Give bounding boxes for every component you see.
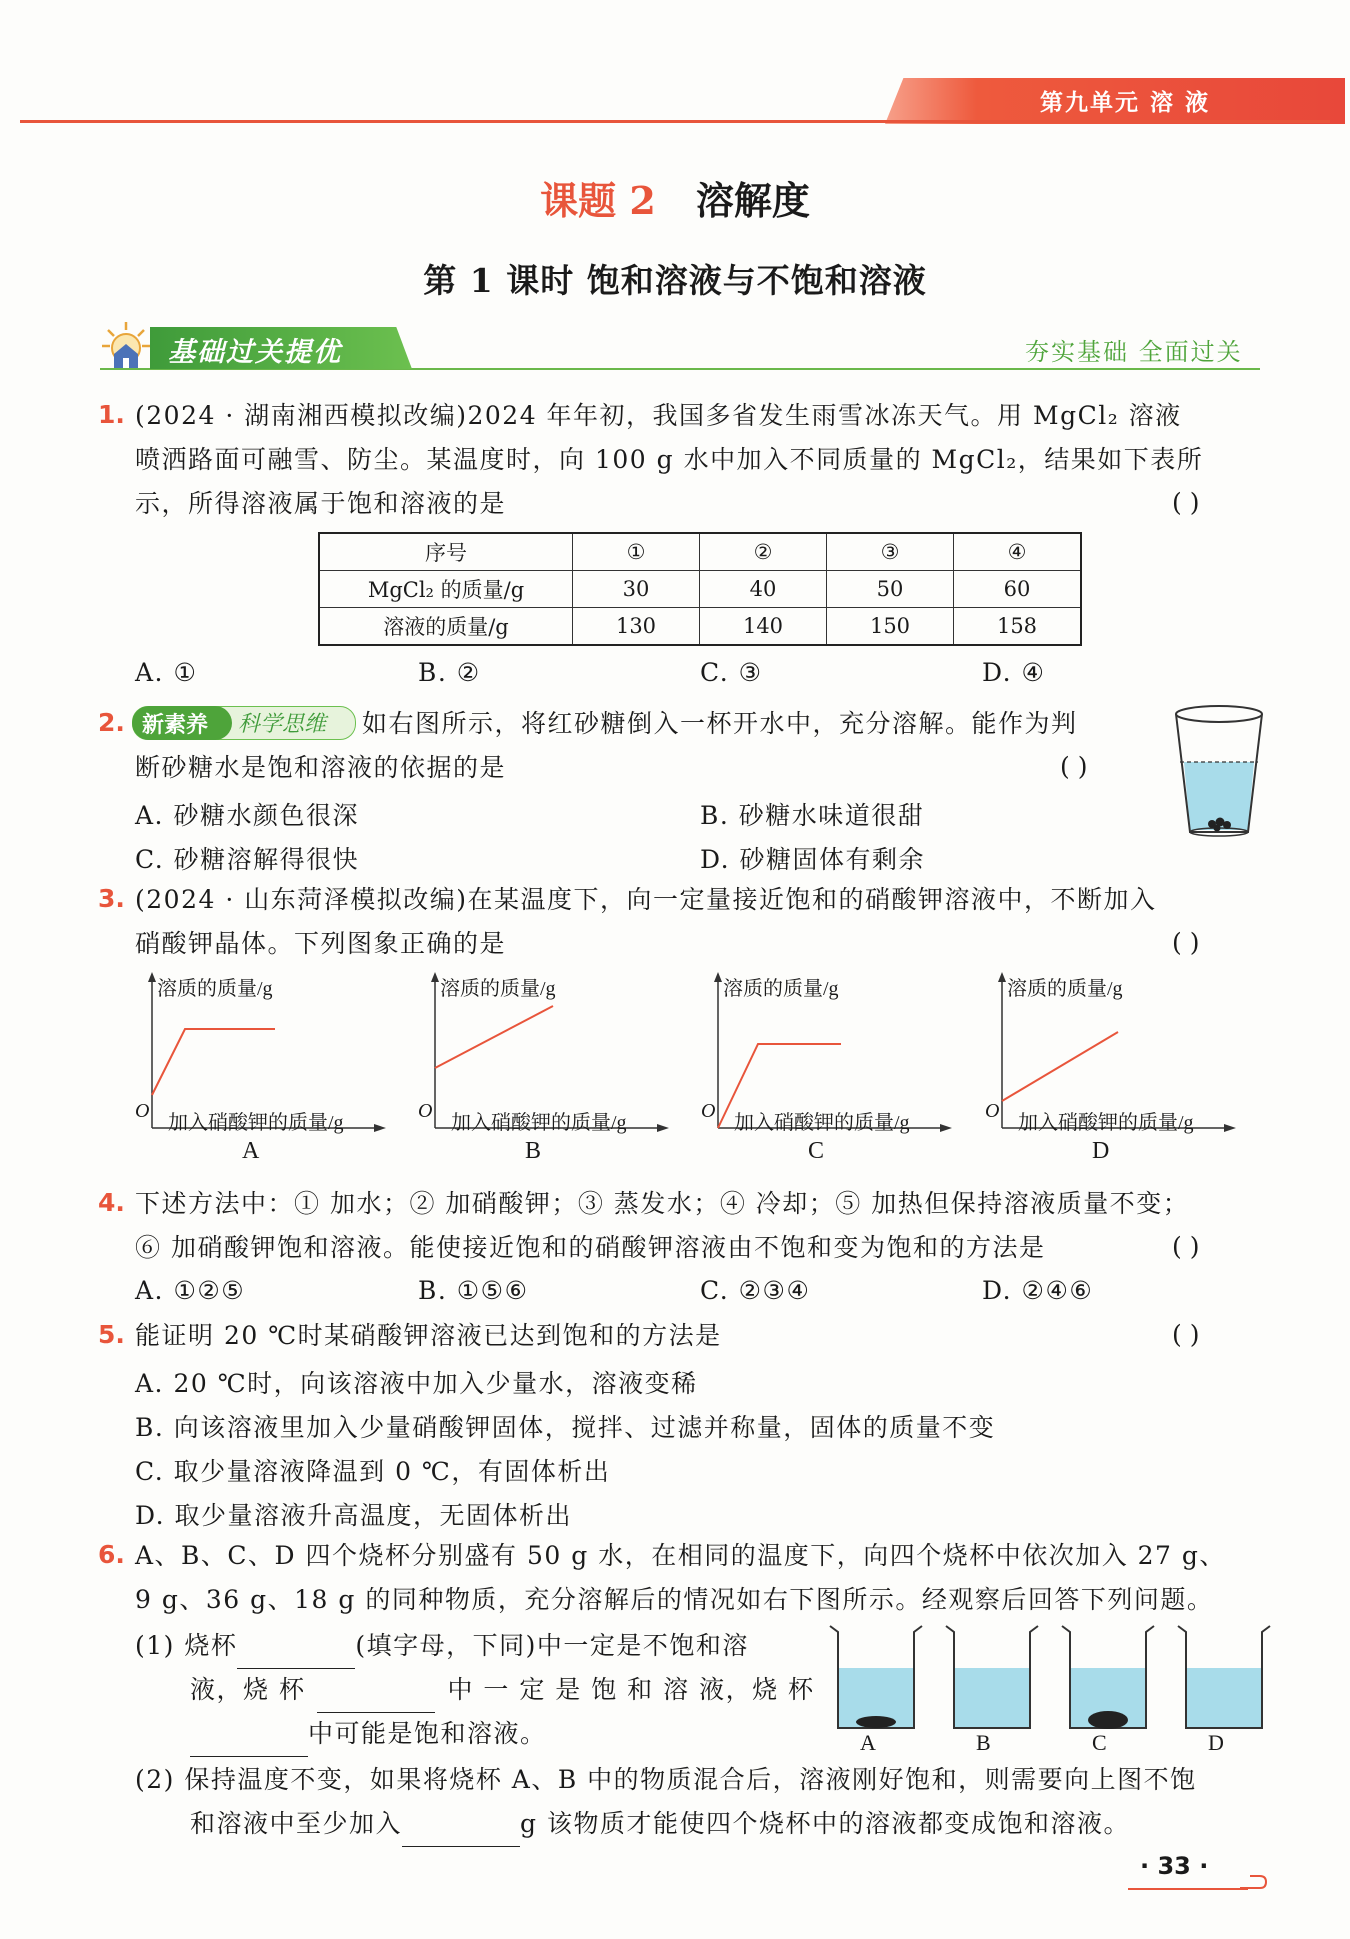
graph-d-ylabel: 溶质的质量/g [1007, 978, 1123, 1000]
sugar-cup-figure [1170, 700, 1270, 842]
table-cell: 50 [827, 571, 954, 608]
q6-line1: A、B、C、D 四个烧杯分别盛有 50 g 水，在相同的温度下，向四个烧杯中依次加入 27 g、 [135, 1541, 1226, 1570]
q6-line2: 9 g、36 g、18 g 的同种物质，充分溶解后的情况如右下图所示。经观察后回答下列问题。 [135, 1585, 1214, 1614]
q6-blank-4[interactable] [402, 1802, 520, 1847]
table-cell: 序号 [319, 533, 573, 571]
table-cell: 130 [573, 608, 700, 646]
q6-p2b: 和溶液中至少加入 [190, 1809, 403, 1838]
graph-c-xlabel: 加入硝酸钾的质量/g [734, 1112, 910, 1134]
banner-slogan: 夯实基础 全面过关 [1025, 338, 1243, 366]
q1-option-d: D. ④ [982, 658, 1046, 687]
table-row [319, 608, 1081, 646]
lesson-title-label: 课题 2 [540, 178, 656, 223]
table-row [319, 533, 1081, 571]
q6-part1-line1 [135, 1624, 749, 1669]
beaker-label-a: A [860, 1730, 876, 1755]
graph-b-origin: O [418, 1100, 433, 1122]
q2-tag-a [132, 706, 232, 740]
q1-line1: (2024 · 湖南湘西模拟改编)2024 年年初，我国多省发生雨雪冰冻天气。用 MgCl₂ 溶液 [135, 401, 1182, 430]
graph-a-origin: O [135, 1100, 150, 1122]
graph-a-letter: A [242, 1138, 260, 1164]
unit-header-text: 第九单元 溶 液 [1040, 90, 1211, 116]
graph-c-ylabel: 溶质的质量/g [723, 978, 839, 1000]
q6-p1e: 中可能是饱和溶液。 [308, 1719, 547, 1748]
page-number-rule [1128, 1888, 1248, 1890]
q6-blank-2[interactable] [317, 1668, 435, 1713]
q1-table [318, 532, 1082, 646]
graph-d-origin: O [985, 1100, 1000, 1122]
q6-p1a: (1) 烧杯 [135, 1631, 238, 1660]
q4-number: 4. [98, 1188, 125, 1217]
q2-line2: 断砂糖水是饱和溶液的依据的是 [135, 753, 507, 782]
q6-blank-1[interactable] [237, 1624, 355, 1669]
q1-line2: 喷洒路面可融雪、防尘。某温度时，向 100 g 水中加入不同质量的 MgCl₂，结果如下表所 [135, 445, 1204, 474]
q6-number: 6. [98, 1540, 125, 1569]
table-cell: 150 [827, 608, 954, 646]
q5-line1: 能证明 20 ℃时某硝酸钾溶液已达到饱和的方法是 [135, 1321, 722, 1350]
graph-a-xlabel: 加入硝酸钾的质量/g [168, 1112, 344, 1134]
q5-option-d: D. 取少量溶液升高温度，无固体析出 [135, 1501, 573, 1530]
q2-answer-paren: ( ) [1060, 752, 1088, 781]
q5-option-a: A. 20 ℃时，向该溶液中加入少量水，溶液变稀 [135, 1369, 698, 1398]
q4-line1: 下述方法中：① 加水；② 加硝酸钾；③ 蒸发水；④ 冷却；⑤ 加热但保持溶液质量不变； [135, 1189, 1190, 1218]
graph-d-letter: D [1092, 1138, 1110, 1164]
q2-option-c: C. 砂糖溶解得很快 [135, 845, 360, 874]
lesson-title-name: 溶解度 [695, 178, 810, 223]
q5-option-b: B. 向该溶液里加入少量硝酸钾固体，搅拌、过滤并称量，固体的质量不变 [135, 1413, 996, 1442]
graph-a [130, 968, 390, 1168]
q1-number: 1. [98, 400, 125, 429]
graph-c-letter: C [808, 1138, 825, 1164]
q4-option-d: D. ②④⑥ [982, 1276, 1094, 1305]
q6-p1c: 液，烧 杯 [190, 1675, 306, 1704]
q2-number: 2. [98, 708, 125, 737]
q5-number: 5. [98, 1320, 125, 1349]
q5-option-c: C. 取少量溶液降温到 0 ℃，有固体析出 [135, 1457, 611, 1486]
beakers-figure [826, 1622, 1271, 1752]
q6-p1b: (填字母，下同)中一定是不饱和溶 [355, 1631, 749, 1660]
lesson-title [0, 170, 1350, 225]
q1-option-a: A. ① [135, 658, 198, 687]
graph-b-letter: B [525, 1138, 542, 1164]
q6-p1d: 中 一 定 是 饱 和 溶 液，烧 杯 [447, 1675, 815, 1704]
q6-part2-line2 [190, 1802, 1130, 1847]
graph-d [980, 968, 1240, 1168]
q6-part1-line2 [190, 1668, 815, 1713]
graph-b-xlabel: 加入硝酸钾的质量/g [451, 1112, 627, 1134]
table-cell: 140 [700, 608, 827, 646]
beaker-label-c: C [1092, 1730, 1107, 1755]
q1-line3: 示，所得溶液属于饱和溶液的是 [135, 489, 507, 518]
q6-blank-3[interactable] [190, 1712, 308, 1757]
q2-tag-b: 科学思维 [238, 712, 327, 737]
q2-line1: 如右图所示，将红砂糖倒入一杯开水中，充分溶解。能作为判 [362, 709, 1078, 738]
graph-d-xlabel: 加入硝酸钾的质量/g [1018, 1112, 1194, 1134]
q6-p2c: g 该物质才能使四个烧杯中的溶液都变成饱和溶液。 [520, 1809, 1130, 1838]
table-cell: 溶液的质量/g [319, 608, 573, 646]
beaker-label-b: B [976, 1730, 991, 1755]
table-cell: 30 [573, 571, 700, 608]
q2-option-d: D. 砂糖固体有剩余 [700, 845, 926, 874]
graph-a-ylabel: 溶质的质量/g [157, 978, 273, 1000]
q2-tag-a-text: 新素养 [142, 713, 209, 738]
table-cell: ② [700, 533, 827, 571]
graph-c-origin: O [701, 1100, 716, 1122]
q4-line2: ⑥ 加硝酸钾饱和溶液。能使接近饱和的硝酸钾溶液由不饱和变为饱和的方法是 [135, 1233, 1046, 1262]
lightbulb-house-icon [100, 318, 158, 372]
graph-b [413, 968, 673, 1168]
q4-option-b: B. ①⑤⑥ [418, 1276, 529, 1305]
table-cell: MgCl₂ 的质量/g [319, 571, 573, 608]
table-cell: ④ [954, 533, 1082, 571]
q4-option-a: A. ①②⑤ [135, 1276, 246, 1305]
q6-part1-line3 [190, 1712, 547, 1757]
graph-b-ylabel: 溶质的质量/g [440, 978, 556, 1000]
q3-answer-paren: ( ) [1172, 928, 1200, 957]
q3-line2: 硝酸钾晶体。下列图象正确的是 [135, 929, 507, 958]
q3-line1: (2024 · 山东菏泽模拟改编)在某温度下，向一定量接近饱和的硝酸钾溶液中，不断加入 [135, 885, 1157, 914]
table-cell: ① [573, 533, 700, 571]
q2-option-b: B. 砂糖水味道很甜 [700, 801, 925, 830]
q4-answer-paren: ( ) [1172, 1232, 1200, 1261]
table-cell: ③ [827, 533, 954, 571]
q4-option-c: C. ②③④ [700, 1276, 811, 1305]
table-row [319, 571, 1081, 608]
q3-number: 3. [98, 884, 125, 913]
q1-option-b: B. ② [418, 658, 481, 687]
table-cell: 158 [954, 608, 1082, 646]
table-cell: 40 [700, 571, 827, 608]
page-arrow-icon [1238, 1872, 1268, 1894]
q6-part2-line1: (2) 保持温度不变，如果将烧杯 A、B 中的物质混合后，溶液刚好饱和，则需要向上图不饱 [135, 1765, 1197, 1794]
q2-option-a: A. 砂糖水颜色很深 [135, 801, 359, 830]
beaker-label-d: D [1208, 1730, 1224, 1755]
header-rule [20, 120, 1330, 123]
q5-answer-paren: ( ) [1172, 1320, 1200, 1349]
lesson-subtitle: 第 1 课时 饱和溶液与不饱和溶液 [423, 261, 927, 300]
graph-c [696, 968, 956, 1168]
page-number: · 33 · [1140, 1852, 1209, 1880]
q1-answer-paren: ( ) [1172, 488, 1200, 517]
q1-option-c: C. ③ [700, 658, 763, 687]
banner-label: 基础过关提优 [168, 337, 342, 368]
table-cell: 60 [954, 571, 1082, 608]
